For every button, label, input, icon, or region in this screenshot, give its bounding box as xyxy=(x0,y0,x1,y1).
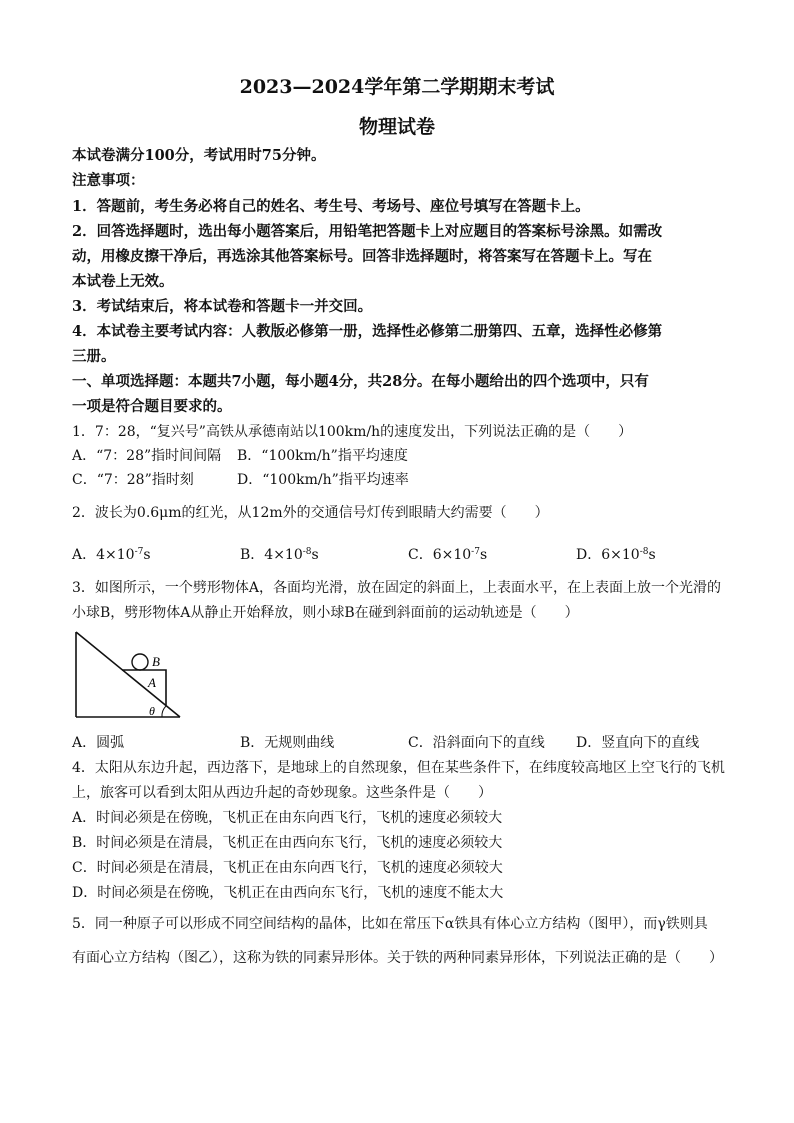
q3-option-a: A．圆弧 xyxy=(72,735,125,751)
q2-option-a: A．$4\times 10^{-7}s$ xyxy=(72,547,151,563)
q1-option-d: D．“100km/h”指平均速率 xyxy=(237,472,409,488)
q1-option-c: C．“7：28”指时刻 xyxy=(72,472,194,488)
q2-stem: 2．波长为0.6μm的红光，从12m外的交通信号灯传到眼睛大约需要（ ） xyxy=(72,505,549,521)
ball-b xyxy=(132,654,148,670)
q1-option-b: B．“100km/h”指平均速度 xyxy=(237,448,408,464)
incline-slope xyxy=(76,632,180,717)
label-b: B xyxy=(152,654,160,669)
q1-option-a: A．“7：28”指时间间隔 xyxy=(72,448,222,464)
label-a: A xyxy=(148,675,156,690)
exam-title: 2023—2024学年第二学期期末考试 xyxy=(239,76,555,98)
q3-option-c: C．沿斜面向下的直线 xyxy=(408,735,545,751)
q1-stem: 1．7：28，“复兴号”高铁从承德南站以100km/h的速度发出，下列说法正确的是（ ） xyxy=(72,424,633,440)
notice-item-2-end: 本试卷上无效。 xyxy=(72,273,174,290)
label-theta: θ xyxy=(149,704,155,718)
q2-option-b: B．$4\times 10^{-8}s$ xyxy=(240,547,319,563)
q5-stem-2: 有面心立方结构（图乙），这称为铁的同素异形体。关于铁的两种同素异形体，下列说法正确的是（ ） xyxy=(72,950,723,966)
notice-item-3: 3．考试结束后，将本试卷和答题卡一并交回。 xyxy=(72,298,373,315)
section-heading: 一、单项选择题：本题共7小题，每小题4分，共28分。在每小题给出的四个选项中，只有 xyxy=(72,373,649,390)
q2-option-c: C．$6\times 10^{-7}s$ xyxy=(408,547,488,563)
notice-item-1: 1．答题前，考生务必将自己的姓名、考生号、考场号、座位号填写在答题卡上。 xyxy=(72,198,590,215)
q3-stem-2: 小球B，劈形物体A从静止开始释放，则小球B在碰到斜面前的运动轨迹是（ ） xyxy=(72,605,579,621)
q4-stem-2: 上，旅客可以看到太阳从西边升起的奇妙现象。这些条件是（ ） xyxy=(72,785,492,801)
notice-heading: 注意事项： xyxy=(72,172,145,189)
q4-option-a: A．时间必须是在傍晚，飞机正在由东向西飞行，飞机的速度必须较大 xyxy=(72,810,503,826)
notice-item-2: 2．回答选择题时，选出每小题答案后，用铅笔把答题卡上对应题目的答案标号涂黑。如需改 xyxy=(72,223,663,240)
q4-option-b: B．时间必须是在清晨，飞机正在由西向东飞行，飞机的速度必须较大 xyxy=(72,835,503,851)
q4-option-d: D．时间必须是在傍晚，飞机正在由西向东飞行，飞机的速度不能太大 xyxy=(72,885,504,901)
q3-stem-1: 3．如图所示，一个劈形物体A，各面均光滑，放在固定的斜面上，上表面水平，在上表面上放一个光滑的 xyxy=(72,580,722,596)
notice-item-4: 4．本试卷主要考试内容：人教版必修第一册，选择性必修第二册第四、五章，选择性必修第 xyxy=(72,323,663,340)
section-heading-cont: 一项是符合题目要求的。 xyxy=(72,398,232,415)
incline-wedge-figure xyxy=(72,628,184,720)
exam-subject: 物理试卷 xyxy=(358,116,435,138)
notice-item-4-end: 三册。 xyxy=(72,348,116,365)
q4-option-c: C．时间必须是在清晨，飞机正在由东向西飞行，飞机的速度必须较大 xyxy=(72,860,503,876)
notice-item-2-cont: 动，用橡皮擦干净后，再选涂其他答案标号。回答非选择题时，将答案写在答题卡上。写在 xyxy=(72,248,652,265)
q3-option-b: B．无规则曲线 xyxy=(240,735,335,751)
q5-stem-1: 5．同一种原子可以形成不同空间结构的晶体，比如在常压下α铁具有体心立方结构（图甲），而γ铁则具 xyxy=(72,916,708,932)
q3-option-d: D．竖直向下的直线 xyxy=(576,735,700,751)
notice-intro: 本试卷满分100分，考试用时75分钟。 xyxy=(72,147,326,164)
q4-stem-1: 4．太阳从东边升起，西边落下，是地球上的自然现象，但在某些条件下，在纬度较高地区上空飞行的飞机 xyxy=(72,760,725,776)
angle-arc xyxy=(162,706,166,717)
q2-option-d: D．$6\times 10^{-8}s$ xyxy=(576,547,656,563)
